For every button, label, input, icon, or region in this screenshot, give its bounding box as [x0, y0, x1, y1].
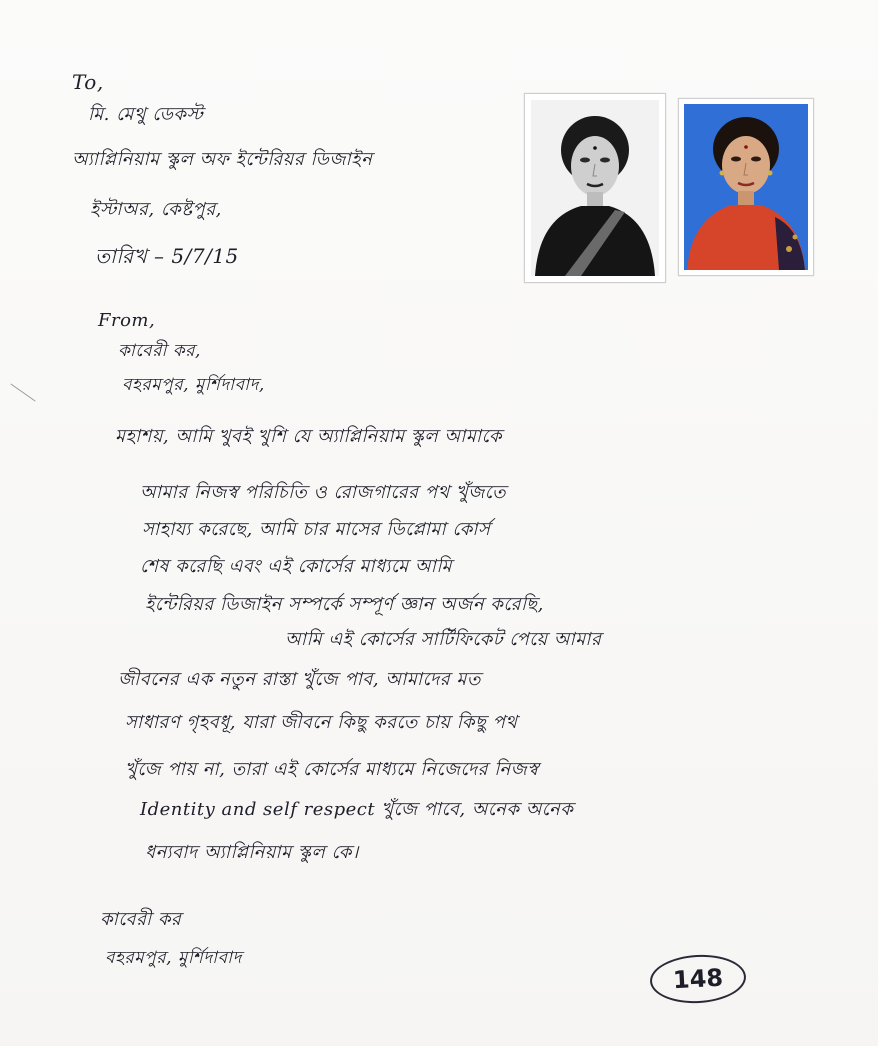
body-line: সাধারণ গৃহবধূ, যারা জীবনে কিছু করতে চায় কিছু পথ [125, 712, 518, 733]
to-label: To, [72, 70, 104, 94]
closing-name: কাবেরী কর [100, 909, 182, 930]
body-line: সাহায্য করেছে, আমি চার মাসের ডিপ্লোমা কোর্স [142, 519, 491, 540]
body-line: ইন্টেরিয়র ডিজাইন সম্পর্কে সম্পূর্ণ জ্ঞান অর্জন করেছি, [145, 594, 544, 615]
recipient-org: অ্যাপ্লিনিয়াম স্কুল অফ ইন্টেরিয়র ডিজাইন [72, 149, 373, 170]
body-line: খুঁজে পায় না, তারা এই কোর্সের মাধ্যমে নিজেদের নিজস্ব [125, 759, 539, 780]
margin-mark [10, 383, 35, 401]
passport-photo-color [678, 98, 814, 276]
body-line: আমার নিজস্ব পরিচিতি ও রোজগারের পথ খুঁজতে [140, 482, 507, 503]
body-line: জীবনের এক নতুন রাস্তা খুঁজে পাব, আমাদের মত [118, 669, 481, 690]
sender-name: কাবেরী কর, [118, 341, 201, 361]
page-number: 148 [672, 963, 724, 995]
body-line: Identity and self respect খুঁজে পাবে, অনেক অনেক [140, 799, 574, 820]
passport-photo-bw [524, 93, 666, 283]
recipient-name: মি. মেথু ডেকস্ট [88, 104, 204, 125]
page-number-stamp [649, 953, 747, 1006]
body-line: আমি এই কোর্সের সার্টিফিকেট পেয়ে আমার [285, 629, 602, 650]
body-line: মহাশয়, আমি খুবই খুশি যে অ্যাপ্লিনিয়াম স্কুল আমাকে [115, 426, 502, 447]
portrait-bw-image [525, 94, 665, 282]
closing-address: বহরমপুর, মুর্শিদাবাদ [105, 948, 242, 968]
body-line: শেষ করেছি এবং এই কোর্সের মাধ্যমে আমি [140, 556, 453, 577]
sender-address: বহরমপুর, মুর্শিদাবাদ, [122, 375, 265, 395]
portrait-color-image [679, 99, 813, 275]
date-line: তারিখ – 5/7/15 [95, 244, 239, 268]
recipient-address: ইস্টাঅর, কেষ্টপুর, [90, 199, 222, 220]
from-label: From, [98, 310, 156, 331]
body-line: ধন্যবাদ অ্যাপ্লিনিয়াম স্কুল কে। [145, 842, 359, 863]
